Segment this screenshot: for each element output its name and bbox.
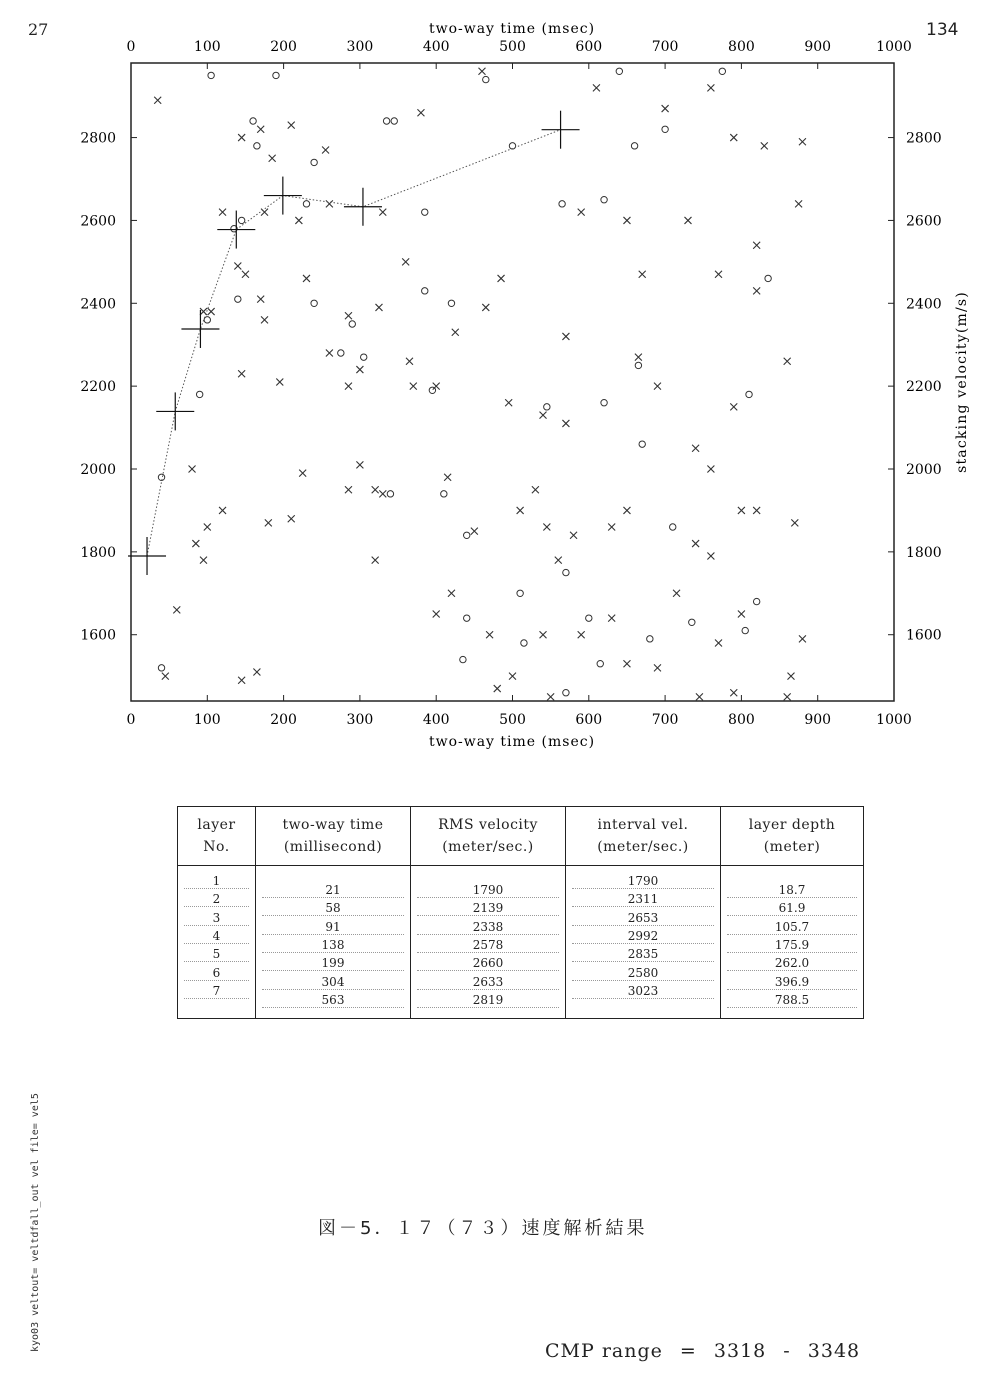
figure-caption: 図－5．１７（７３）速度解析結果 [318,1218,648,1239]
table-cell: 2660 [417,956,559,971]
semblance-cross-marker [295,217,302,224]
semblance-circle-marker [631,143,637,149]
semblance-circle-marker [689,619,695,625]
semblance-circle-marker [647,636,653,642]
semblance-cross-marker [200,557,207,564]
semblance-cross-marker [707,84,714,91]
semblance-circle-marker [719,68,725,74]
semblance-cross-marker [433,383,440,390]
semblance-circle-marker [422,288,428,294]
header-layer-no: layer No. [178,807,256,866]
semblance-cross-marker [799,138,806,145]
semblance-cross-marker [623,507,630,514]
semblance-cross-marker [173,606,180,613]
table-cell: 5 [184,947,249,962]
y-tick-label-left: 2400 [80,296,116,313]
table-cell: 4 [184,929,249,944]
table-cell: 2 [184,892,249,907]
cmp-label: CMP range [545,1340,663,1362]
semblance-cross-marker [265,519,272,526]
semblance-circle-marker [517,590,523,596]
semblance-cross-marker [547,693,554,700]
semblance-cross-marker [623,217,630,224]
table-cell: 18.7 [727,883,857,898]
semblance-circle-marker [273,72,279,78]
semblance-cross-marker [753,287,760,294]
table-cell: 2819 [417,993,559,1008]
semblance-cross-marker [406,358,413,365]
x-tick-label-bottom: 1000 [876,712,912,728]
semblance-cross-marker [379,209,386,216]
semblance-circle-marker [662,126,668,132]
x-tick-label-top: 200 [270,39,297,55]
cmp-to: 3348 [807,1340,861,1362]
semblance-cross-marker [257,296,264,303]
picked-velocity-cross [181,310,219,348]
x-tick-label-bottom: 700 [651,712,679,728]
semblance-circle-marker [387,491,393,497]
picked-velocity-cross [128,537,166,575]
semblance-cross-marker [608,615,615,622]
plot-frame [131,63,894,701]
x-tick-label-top: 800 [728,39,755,55]
semblance-cross-marker [238,370,245,377]
semblance-circle-marker [639,441,645,447]
col-two-way-time [256,874,410,1010]
table-cell: 58 [262,901,404,916]
table-cell: 2139 [417,901,559,916]
semblance-cross-marker [322,147,329,154]
semblance-cross-marker [356,461,363,468]
semblance-cross-marker [608,524,615,531]
header-layer-depth: layer depth (meter) [721,807,864,866]
x-tick-label-bottom: 0 [126,712,136,728]
semblance-circle-marker [670,524,676,530]
semblance-circle-marker [235,296,241,302]
semblance-cross-marker [692,540,699,547]
semblance-cross-marker [219,507,226,514]
semblance-cross-marker [219,209,226,216]
semblance-cross-marker [238,677,245,684]
table-cell: 3 [184,911,249,926]
semblance-cross-marker [372,486,379,493]
x-tick-label-top: 900 [804,39,832,55]
layer-velocity-table [177,806,864,1019]
semblance-cross-marker [707,466,714,473]
semblance-circle-marker [311,300,317,306]
semblance-circle-marker [238,217,244,223]
semblance-cross-marker [204,524,211,531]
x-tick-label-bottom: 800 [728,712,755,728]
x-tick-label-top: 600 [575,39,603,55]
semblance-cross-marker [543,524,550,531]
semblance-circle-marker [391,118,397,124]
semblance-cross-marker [471,528,478,535]
semblance-circle-marker [422,209,428,215]
semblance-circle-marker [361,354,367,360]
table-cell: 2338 [417,920,559,935]
semblance-circle-marker [196,391,202,397]
semblance-cross-marker [787,673,794,680]
semblance-cross-marker [356,366,363,373]
page-number-left: 27 [28,20,49,39]
semblance-cross-marker [257,126,264,133]
semblance-circle-marker [753,598,759,604]
picked-velocity-cross [542,111,580,149]
y-tick-label-left: 1800 [80,544,116,561]
x-tick-label-top: 0 [126,39,136,55]
semblance-cross-marker [593,84,600,91]
cmp-from: 3318 [713,1340,767,1362]
semblance-cross-marker [753,507,760,514]
semblance-cross-marker [738,507,745,514]
semblance-circle-marker [204,317,210,323]
semblance-circle-marker [616,68,622,74]
table-cell: 91 [262,920,404,935]
header-two-way-time: two-way time (millisecond) [256,807,411,866]
semblance-cross-marker [684,217,691,224]
x-tick-label-bottom: 200 [270,712,297,728]
semblance-circle-marker [464,615,470,621]
semblance-cross-marker [208,308,215,315]
y-tick-label-left: 2800 [80,130,116,147]
semblance-cross-marker [623,660,630,667]
semblance-cross-marker [784,693,791,700]
semblance-cross-marker [791,519,798,526]
y-tick-label-left: 2600 [80,213,116,230]
semblance-circle-marker [303,201,309,207]
table-cell: 1 [184,874,249,889]
semblance-cross-marker [375,304,382,311]
semblance-cross-marker [372,557,379,564]
semblance-circle-marker [250,118,256,124]
semblance-cross-marker [417,109,424,116]
semblance-cross-marker [276,379,283,386]
semblance-cross-marker [654,664,661,671]
y-tick-label-right: 2200 [906,379,942,396]
semblance-cross-marker [738,611,745,618]
semblance-cross-marker [238,134,245,141]
x-tick-label-bottom: 100 [193,712,221,728]
semblance-cross-marker [692,445,699,452]
table-cell: 2992 [572,929,714,944]
semblance-cross-marker [261,316,268,323]
semblance-cross-marker [517,507,524,514]
semblance-circle-marker [448,300,454,306]
semblance-cross-marker [498,275,505,282]
semblance-cross-marker [269,155,276,162]
header-interval-vel: interval vel. (meter/sec.) [566,807,721,866]
table-cell: 199 [262,956,404,971]
semblance-cross-marker [540,631,547,638]
x-axis-label-top: two-way time (msec) [428,21,596,37]
picked-velocity-cross [156,392,194,430]
semblance-cross-marker [486,631,493,638]
table-cell: 304 [262,975,404,990]
semblance-cross-marker [532,486,539,493]
semblance-cross-marker [410,383,417,390]
semblance-circle-marker [464,532,470,538]
semblance-cross-marker [154,97,161,104]
semblance-cross-marker [578,209,585,216]
semblance-cross-marker [303,275,310,282]
semblance-cross-marker [345,383,352,390]
semblance-circle-marker [483,76,489,82]
y-tick-label-right: 2000 [906,462,942,478]
semblance-circle-marker [158,665,164,671]
semblance-cross-marker [555,557,562,564]
semblance-circle-marker [311,159,317,165]
semblance-cross-marker [715,640,722,647]
semblance-cross-marker [189,466,196,473]
semblance-cross-marker [494,685,501,692]
semblance-cross-marker [578,631,585,638]
table-cell: 1790 [417,883,559,898]
y-tick-label-left: 2000 [80,462,116,478]
y-tick-label-right: 1600 [906,627,942,644]
semblance-circle-marker [338,350,344,356]
table-cell: 105.7 [727,920,857,935]
semblance-cross-marker [162,673,169,680]
semblance-cross-marker [288,515,295,522]
semblance-cross-marker [433,611,440,618]
semblance-circle-marker [521,640,527,646]
semblance-cross-marker [444,474,451,481]
semblance-cross-marker [635,354,642,361]
table-cell: 2578 [417,938,559,953]
table-cell: 2835 [572,947,714,962]
semblance-cross-marker [452,329,459,336]
semblance-cross-marker [192,540,199,547]
picked-velocity-cross [217,211,255,249]
semblance-cross-marker [761,142,768,149]
y-tick-label-right: 2400 [906,296,942,313]
semblance-circle-marker [559,201,565,207]
table-cell: 2653 [572,911,714,926]
semblance-cross-marker [562,420,569,427]
table-cell: 6 [184,966,249,981]
semblance-circle-marker [563,690,569,696]
semblance-circle-marker [601,197,607,203]
semblance-cross-marker [715,271,722,278]
semblance-circle-marker [254,143,260,149]
table-cell: 138 [262,938,404,953]
table-cell: 563 [262,993,404,1008]
semblance-cross-marker [784,358,791,365]
x-axis-label-bottom: two-way time (msec) [428,734,596,750]
semblance-cross-marker [509,673,516,680]
semblance-circle-marker [544,404,550,410]
semblance-cross-marker [253,669,260,676]
semblance-cross-marker [482,304,489,311]
semblance-cross-marker [242,271,249,278]
semblance-cross-marker [753,242,760,249]
table-cell: 262.0 [727,956,857,971]
x-tick-label-bottom: 900 [804,712,832,728]
semblance-cross-marker [326,350,333,357]
table-cell: 2580 [572,966,714,981]
semblance-cross-marker [261,209,268,216]
semblance-circle-marker [383,118,389,124]
semblance-cross-marker [673,590,680,597]
x-tick-label-bottom: 500 [499,712,526,728]
y-axis-label-right: stacking velocity(m/s) [954,291,970,473]
side-note: kyo03 veltout= veltdfall_out vel file= vel5 [30,1093,41,1352]
semblance-circle-marker [441,491,447,497]
table-cell: 396.9 [727,975,857,990]
x-tick-label-bottom: 300 [346,712,374,728]
y-tick-label-left: 1600 [80,627,116,644]
x-tick-label-bottom: 600 [575,712,603,728]
x-tick-label-bottom: 400 [422,712,450,728]
y-tick-label-left: 2200 [80,379,116,396]
semblance-circle-marker [208,72,214,78]
y-tick-label-right: 2600 [906,213,942,230]
page-number-right: 134 [926,20,959,40]
y-tick-label-right: 1800 [906,544,942,561]
semblance-cross-marker [696,693,703,700]
semblance-cross-marker [562,333,569,340]
table-cell: 61.9 [727,901,857,916]
semblance-circle-marker [746,391,752,397]
col-layer-no [178,874,255,1010]
semblance-cross-marker [799,635,806,642]
semblance-cross-marker [570,532,577,539]
semblance-cross-marker [299,470,306,477]
semblance-cross-marker [639,271,646,278]
table-cell: 21 [262,883,404,898]
table-cell: 175.9 [727,938,857,953]
col-rms-velocity [411,874,565,1010]
table-cell: 2311 [572,892,714,907]
semblance-circle-marker [563,569,569,575]
semblance-cross-marker [345,486,352,493]
semblance-cross-marker [402,258,409,265]
picked-velocity-line [147,130,561,556]
table-cell: 7 [184,984,249,999]
semblance-cross-marker [730,689,737,696]
semblance-circle-marker [635,362,641,368]
semblance-cross-marker [379,490,386,497]
semblance-cross-marker [478,68,485,75]
table-cell: 2633 [417,975,559,990]
picked-velocity-cross [344,188,382,226]
x-tick-label-top: 700 [651,39,679,55]
semblance-circle-marker [601,400,607,406]
semblance-cross-marker [345,312,352,319]
x-tick-label-top: 400 [422,39,450,55]
col-layer-depth [721,874,863,1010]
header-rms-velocity: RMS velocity (meter/sec.) [411,807,566,866]
cmp-range [545,1340,870,1362]
semblance-circle-marker [742,627,748,633]
semblance-cross-marker [707,553,714,560]
col-interval-vel [566,874,720,1010]
x-tick-label-top: 100 [193,39,221,55]
semblance-cross-marker [540,412,547,419]
table-cell: 1790 [572,874,714,889]
y-tick-label-right: 2800 [906,130,942,147]
semblance-circle-marker [586,615,592,621]
cmp-equals: = [679,1340,697,1362]
semblance-cross-marker [505,399,512,406]
semblance-cross-marker [288,122,295,129]
semblance-circle-marker [460,656,466,662]
semblance-cross-marker [730,134,737,141]
semblance-circle-marker [349,321,355,327]
x-tick-label-top: 1000 [876,39,912,55]
table-cell: 788.5 [727,993,857,1008]
picked-velocity-cross [264,177,302,215]
semblance-cross-marker [795,200,802,207]
semblance-cross-marker [730,403,737,410]
table-cell: 3023 [572,984,714,999]
x-tick-label-top: 300 [346,39,374,55]
x-tick-label-top: 500 [499,39,526,55]
semblance-circle-marker [765,275,771,281]
cmp-dash: - [783,1340,791,1362]
semblance-cross-marker [234,263,241,270]
semblance-cross-marker [662,105,669,112]
semblance-cross-marker [654,383,661,390]
semblance-cross-marker [448,590,455,597]
semblance-circle-marker [597,661,603,667]
